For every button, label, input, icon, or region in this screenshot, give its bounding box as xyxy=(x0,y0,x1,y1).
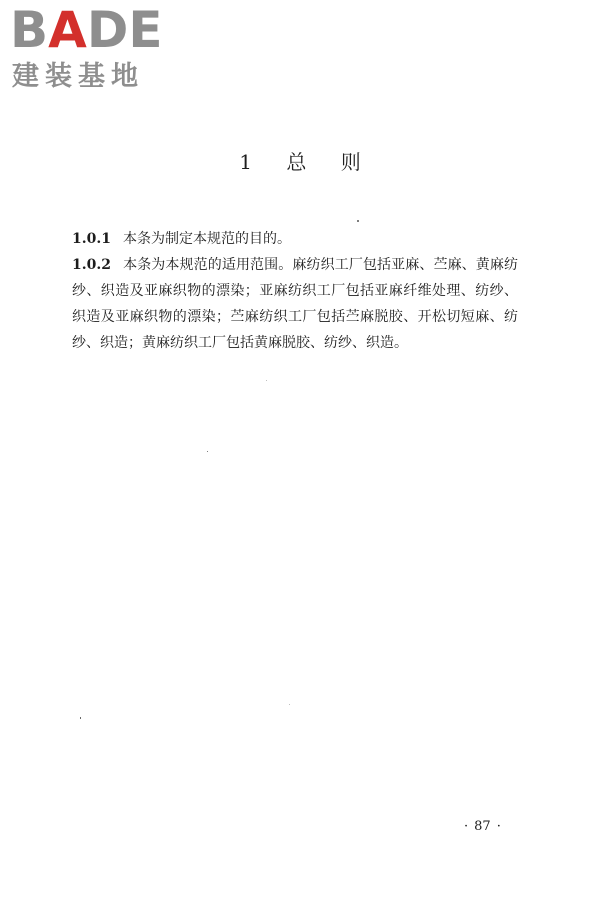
logo-subtitle: 建装基地 xyxy=(12,61,144,92)
scan-speck xyxy=(266,380,267,381)
logo-accent-letter: A xyxy=(48,1,87,59)
clause-number: 1.0.2 xyxy=(72,257,111,273)
clause-text: 本条为制定本规范的目的。 xyxy=(122,231,291,247)
chapter-number: 1 xyxy=(239,150,252,174)
clause-number: 1.0.1 xyxy=(72,231,111,247)
clause-text: 本条为本规范的适用范围。麻纺织工厂包括亚麻、苎麻、黄麻纺纱、织造及亚麻织物的漂染；亚麻纺织工厂包括亚麻纤维处理、纺纱、织造及亚麻织物的漂染；苎麻纺织工厂包括苎麻脱胶、开松切短麻、纺纱、织造；黄麻纺织工厂包括黄麻脱胶、纺纱、织造。 xyxy=(72,257,518,351)
scan-speck xyxy=(289,704,290,705)
logo-wordmark: BADE xyxy=(10,1,163,59)
clause-1-0-2 xyxy=(72,252,518,356)
scan-speck xyxy=(207,451,208,452)
chapter-title xyxy=(0,148,600,176)
chapter-heading: 总 则 xyxy=(286,150,361,174)
clause-list xyxy=(72,226,518,356)
scan-speck xyxy=(80,717,81,719)
site-logo xyxy=(10,1,180,94)
page-number: · 87 · xyxy=(464,819,501,834)
scan-speck xyxy=(357,220,359,222)
clause-1-0-1 xyxy=(72,226,518,252)
